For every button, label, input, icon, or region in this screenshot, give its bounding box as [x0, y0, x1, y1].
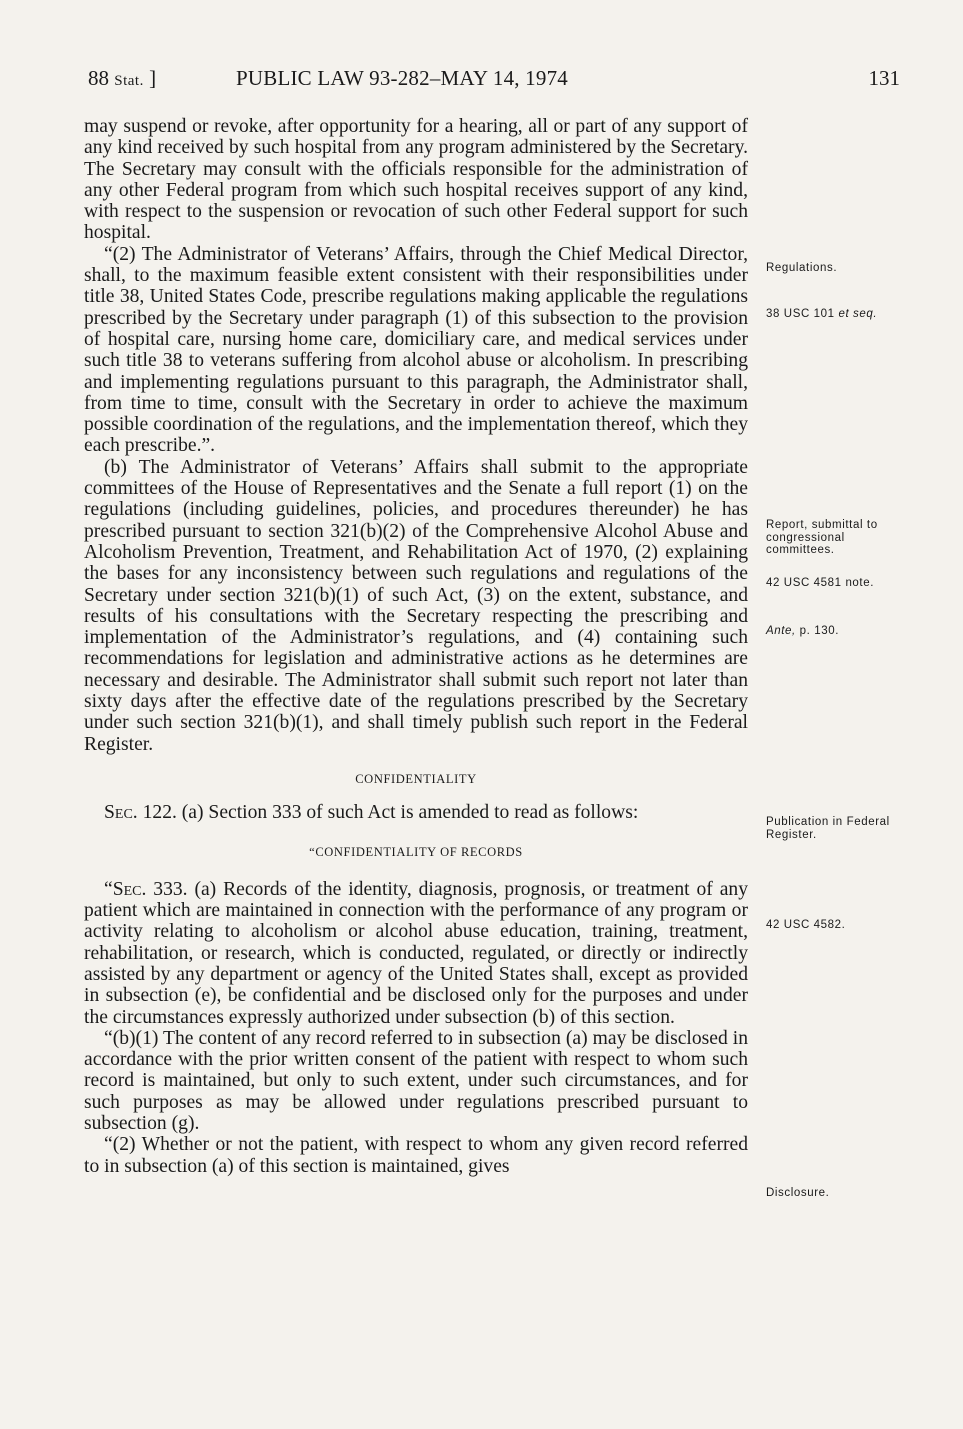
bracket: ] [149, 66, 157, 90]
paragraph-2: “(2) The Administrator of Veterans’ Affairs, through the Chief Medical Director, shall, to the maximum feasible extent consistent with their responsibilities under title 38, United States Code, prescribe regulations making applicable the regulations prescribed by the Secretary under paragraph (1) of this subsection to the provision of hospital care, nursing home care, domiciliary care, and medical services under such title 38 to veterans suffering from alcohol abuse or alcoholism. In prescribing and implementing regulations pursuant to this paragraph, the Administrator shall, from time to time, consult with the Secretary in order to achieve the maximum possible coordination of the regulations, and the implementation thereof, which they each prescribe.”. [84, 243, 748, 457]
section-333 [84, 879, 748, 1028]
margin-note-42-usc-4582: 42 USC 4582. [766, 919, 846, 931]
ante-label: Ante, [766, 625, 796, 637]
margin-note-disclosure: Disclosure. [766, 1187, 830, 1199]
running-head: PUBLIC LAW 93-282–MAY 14, 1974 [236, 66, 568, 90]
paragraph-b: (b) The Administrator of Veterans’ Affairs shall submit to the appropriate committees of the House of Representatives and the Senate a full report (1) on the regulations (including guidelines, policies, and procedures thereunder) he has prescribed pursuant to section 321(b)(2) of the Comprehensive Alcohol Abuse and Alcoholism Prevention, Treatment, and Rehabilitation Act of 1970, (2) explaining the bases for any inconsistency between such regulations and regulations of the Secretary under section 321(b)(1) of such Act, (3) on the extent, substance, and results of his consultations with the Secretary respecting the prescribing and implementation of the Administrator’s regulations, and (4) containing such recommendations for legislation and administrative actions as he determines are necessary and desirable. The Administrator shall submit such report not later than sixty days after the effective date of the regulations prescribed by the Secretary under such section 321(b)(1), and shall timely publish such report in the Federal Register. [84, 456, 748, 755]
margin-note-report: Report, submittal to congressional committees. [766, 519, 878, 556]
volume-number: 88 [88, 66, 109, 90]
page-header [88, 66, 900, 102]
margin-note-38-usc [766, 308, 896, 321]
paragraph-continued: may suspend or revoke, after opportunity for a hearing, all or part of any support of any kind received by such hospital from any program administered by the Secretary. The Secretary may consult with the officials responsible for the administration of any other Federal program from which such hospital receives support of any kind, with respect to the suspension or revocation of such other Federal support for such hospital. [84, 116, 748, 244]
section-heading-confidentiality: CONFIDENTIALITY [355, 771, 477, 786]
paragraph-b1: “(b)(1) The content of any record referred to in subsection (a) may be disclosed in accordance with the prior written consent of the patient with respect to whom such record is maintained, but only to such extent, under such circumstances, and for such purposes as may be allowed under regulations prescribed pursuant to subsection (g). [84, 1027, 748, 1135]
margin-note-ante [766, 625, 896, 638]
margin-note-regulations: Regulations. [766, 262, 838, 274]
margin-note-42-usc-4581: 42 USC 4581 note. [766, 577, 875, 589]
margin-note-publication: Publication in Federal Register. [766, 816, 890, 841]
section-122-text: 122. (a) Section 333 of such Act is amended to read as follows: [142, 802, 639, 824]
section-122 [84, 802, 748, 823]
section-333-text: 333. (a) Records of the identity, diagnosis, prognosis, or treatment of any patient which are maintained in connection with the performance of any program or activity relating to alcoholism or alcohol abuse education, training, treatment, rehabilitation, or research, which is conducted, regulated, or directly or indirectly assisted by any department or agency of the United States shall, except as provided in subsection (e), be confidential and be disclosed only for the purposes and under the circumstances expressly authorized under subsection (b) of this section. [84, 878, 748, 1028]
paragraph-b2: “(2) Whether or not the patient, with respect to whom any given record referred to in subsection (a) of this section is maintained, gives [84, 1134, 748, 1177]
section-heading-records: “CONFIDENTIALITY OF RECORDS [309, 844, 523, 859]
et-seq: et seq. [838, 308, 878, 320]
statute-abbrev: Stat. [114, 73, 144, 89]
volume-citation [88, 66, 156, 91]
sec-label: Sec. [104, 802, 138, 824]
ante-page: p. 130. [799, 625, 840, 637]
page-number: 131 [868, 66, 900, 90]
sec-label: “Sec. [104, 878, 147, 900]
usc-citation: 38 USC 101 [766, 308, 835, 320]
body-text [84, 116, 748, 1177]
